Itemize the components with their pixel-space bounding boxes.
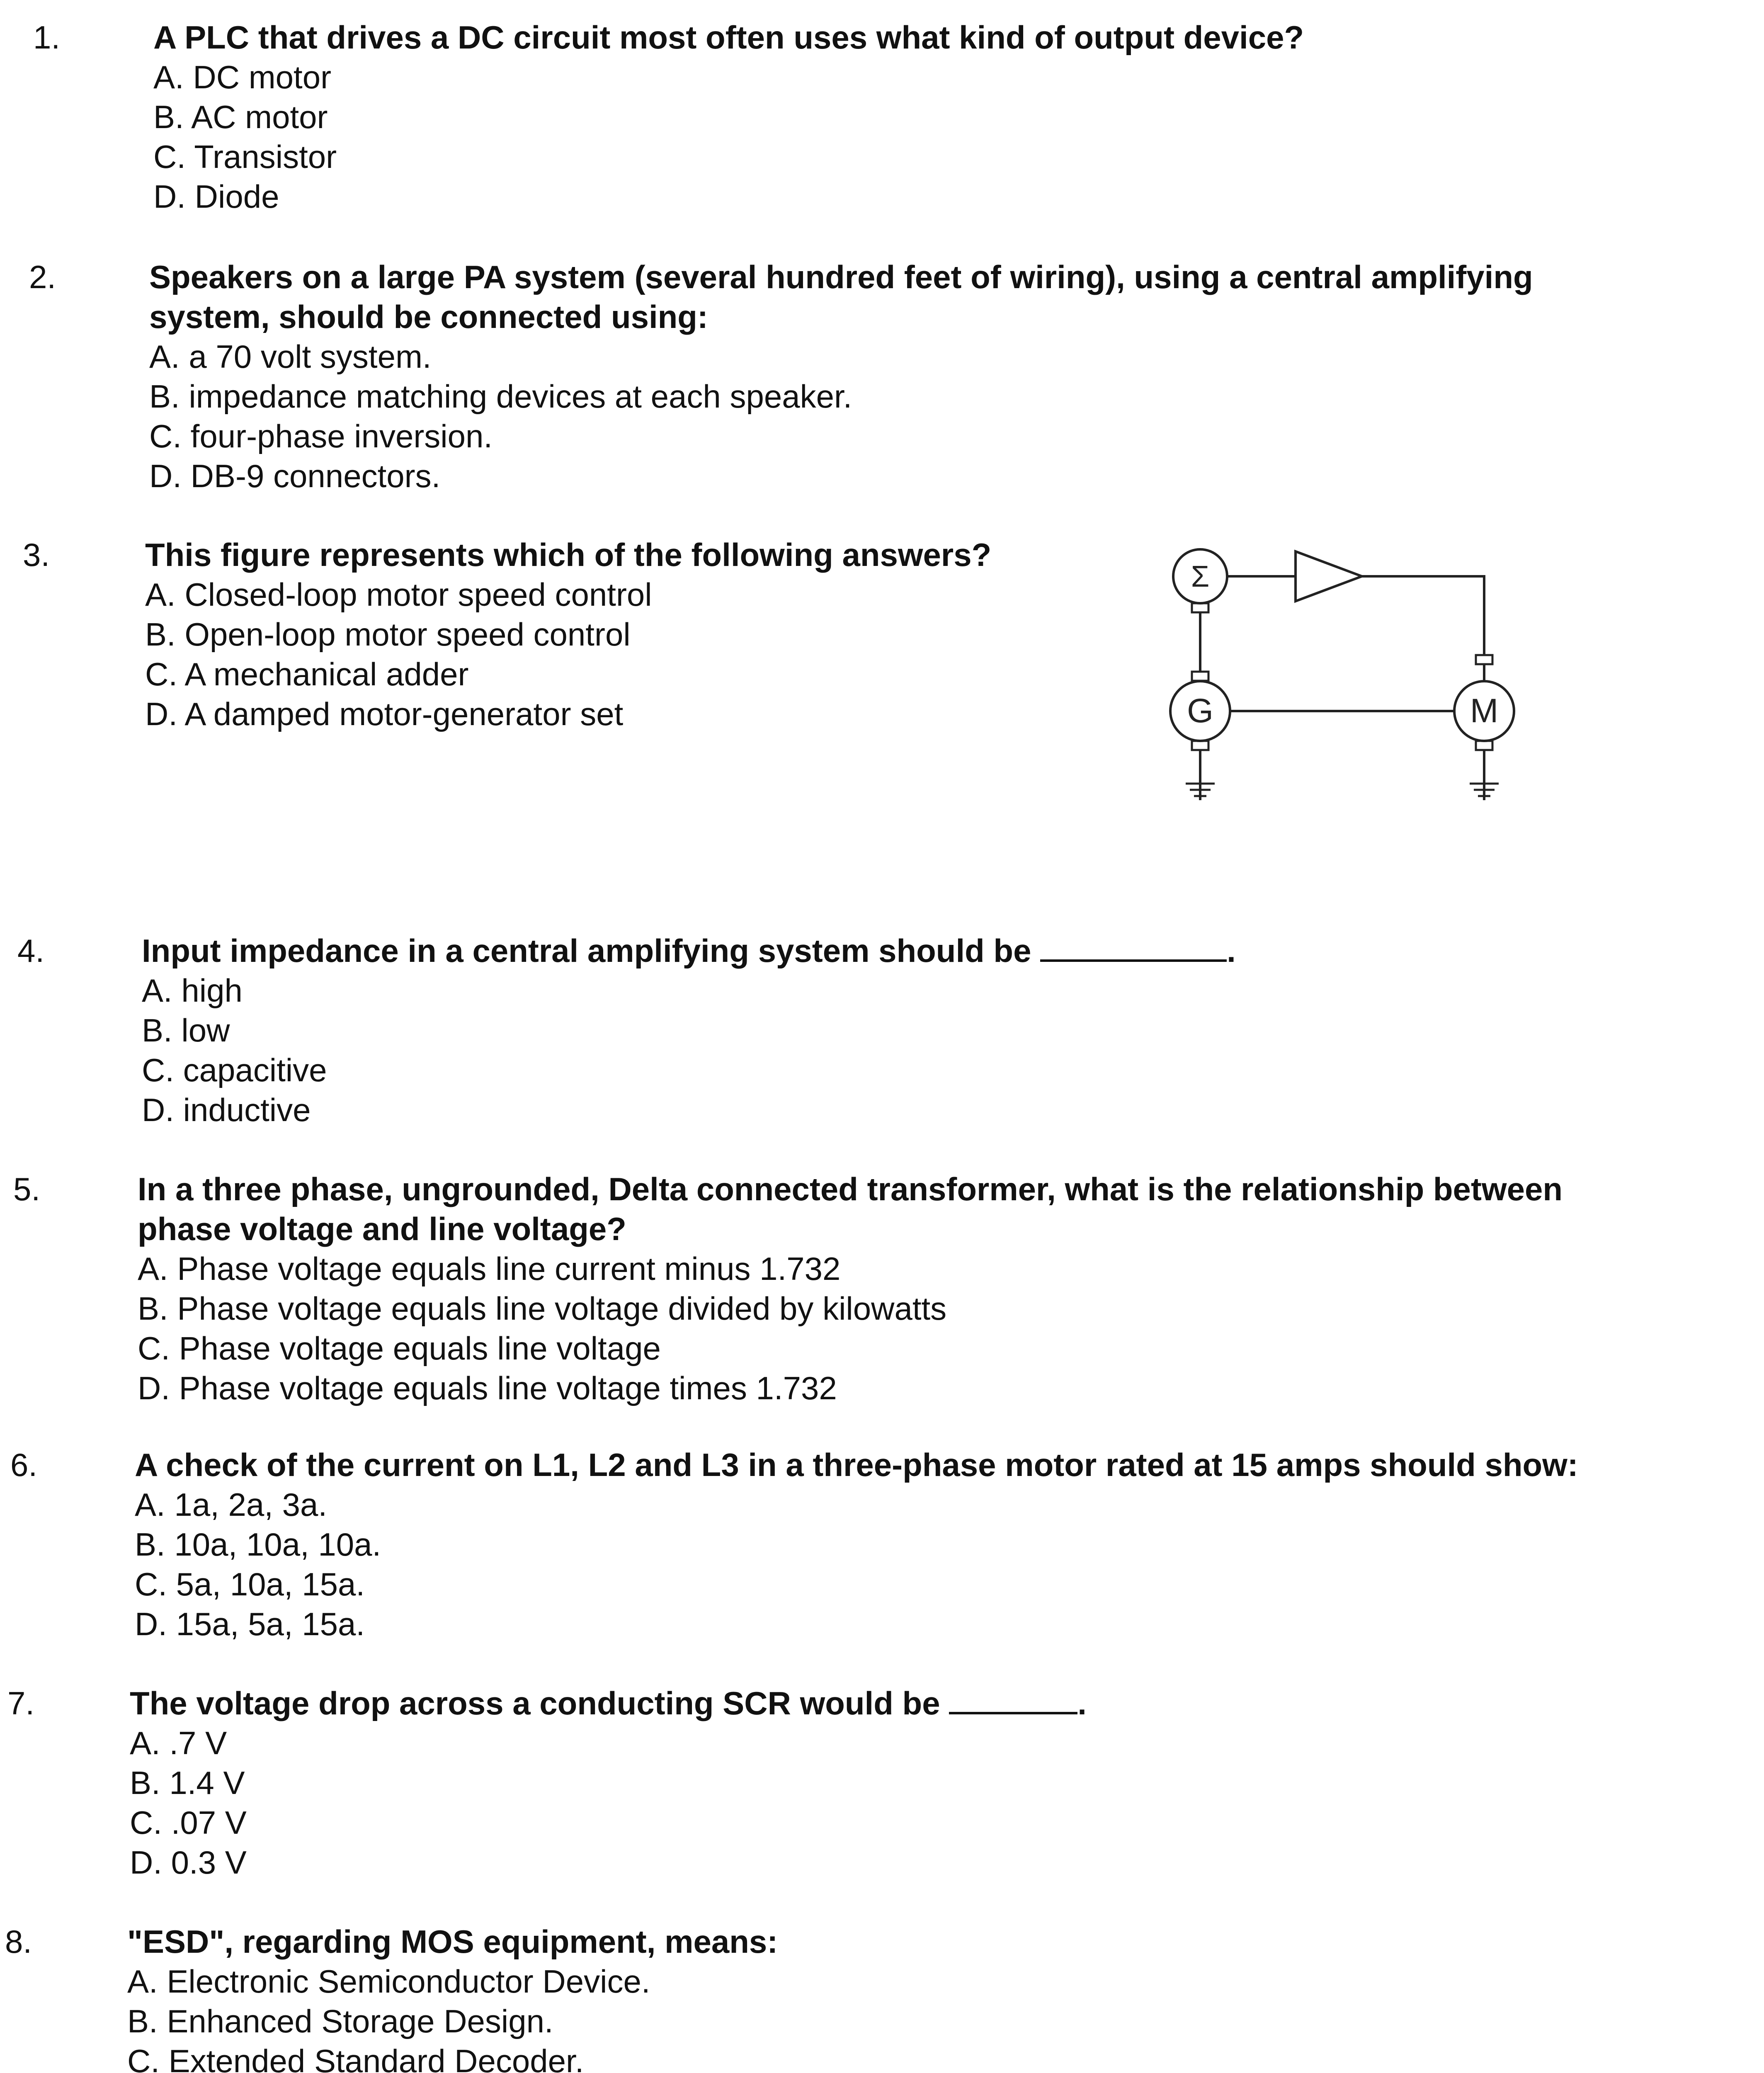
question-7 (7, 1683, 1624, 1882)
question-5 (13, 1169, 1713, 1410)
question-1 (33, 17, 1650, 216)
stem-period: . (1077, 1685, 1087, 1721)
answer-option-d: D. 15a, 5a, 15a. (135, 1606, 365, 1642)
question-number: 1. (33, 19, 61, 56)
generator-terminal-bottom (1192, 741, 1208, 750)
sum-symbol: Σ (1191, 560, 1210, 593)
question-number: 3. (23, 536, 50, 573)
answer-option-a: A. DC motor (153, 59, 332, 95)
question-stem-line-2: system, should be connected using: (149, 299, 708, 335)
question-stem: A check of the current on L1, L2 and L3 in a three-phase motor rated at 15 amps should show: (135, 1447, 1578, 1483)
answer-option-d: D. 0.3 V (130, 1844, 247, 1881)
answer-option-a: A. Phase voltage equals line current minus 1.732 (138, 1250, 841, 1287)
motor-label: M (1470, 692, 1499, 730)
answer-option-d: D. Phase voltage equals line voltage times 1.732 (138, 1370, 837, 1406)
answer-option-c: C. A mechanical adder (145, 656, 469, 692)
question-number: 6. (10, 1447, 38, 1483)
question-6 (10, 1445, 1731, 1644)
answer-option-b: B. Open-loop motor speed control (145, 616, 631, 653)
question-stem: This figure represents which of the following answers? (145, 536, 992, 573)
generator-terminal-top (1192, 672, 1208, 681)
answer-option-c: C. four-phase inversion. (149, 418, 493, 454)
question-stem-text: The voltage drop across a conducting SCR would be (130, 1685, 940, 1721)
answer-option-a: A. a 70 volt system. (149, 338, 432, 375)
stem-period: . (1227, 932, 1236, 969)
motor-terminal-bottom (1476, 741, 1492, 750)
answer-option-b: B. 1.4 V (130, 1765, 245, 1801)
answer-option-c: C. .07 V (130, 1804, 247, 1841)
question-number: 2. (29, 259, 56, 295)
motor-speed-control-diagram (1153, 535, 1534, 875)
answer-option-a: A. Closed-loop motor speed control (145, 576, 652, 613)
answer-option-b: B. AC motor (153, 99, 328, 135)
answer-option-c: C. 5a, 10a, 15a. (135, 1566, 365, 1602)
question-stem (142, 931, 1236, 971)
question-stem: "ESD", regarding MOS equipment, means: (127, 1923, 778, 1960)
amplifier-symbol (1296, 551, 1362, 601)
question-stem-line-1: Speakers on a large PA system (several hundred feet of wiring), using a central amplifying (149, 259, 1533, 295)
question-stem (130, 1683, 1087, 1723)
question-number: 5. (13, 1171, 41, 1207)
motor-terminal-top (1476, 655, 1492, 664)
question-number: 8. (5, 1923, 32, 1960)
answer-option-c: C. Phase voltage equals line voltage (138, 1330, 661, 1367)
answer-option-b: B. Enhanced Storage Design. (127, 2003, 553, 2039)
answer-option-c: C. Extended Standard Decoder. (127, 2043, 584, 2073)
question-stem-line-2: phase voltage and line voltage? (138, 1211, 626, 1247)
answer-option-a: A. Electronic Semiconductor Device. (127, 1963, 650, 2000)
amplifier-to-motor-wire (1362, 576, 1484, 655)
question-8 (5, 1922, 1622, 2073)
generator-label: G (1187, 692, 1213, 730)
question-4 (17, 931, 1634, 1130)
sum-terminal (1192, 603, 1208, 612)
answer-option-b: B. low (142, 1012, 230, 1049)
question-number: 4. (17, 932, 45, 969)
answer-option-c: C. capacitive (142, 1052, 327, 1088)
question-stem-line-1: In a three phase, ungrounded, Delta connected transformer, what is the relationship between (138, 1171, 1563, 1207)
answer-option-c: C. Transistor (153, 138, 337, 175)
answer-option-d: D. Diode (153, 178, 279, 215)
answer-option-d: D. inductive (142, 1092, 311, 1128)
question-stem: A PLC that drives a DC circuit most often uses what kind of output device? (153, 19, 1304, 56)
answer-option-a: A. 1a, 2a, 3a. (135, 1486, 328, 1523)
question-3 (23, 535, 1142, 734)
answer-option-b: B. 10a, 10a, 10a. (135, 1526, 381, 1563)
answer-option-b: B. impedance matching devices at each speaker. (149, 378, 852, 415)
question-number: 7. (7, 1685, 35, 1721)
answer-option-d: D. DB-9 connectors. (149, 458, 441, 494)
answer-option-a: A. high (142, 972, 243, 1009)
answer-option-d: D. A damped motor-generator set (145, 696, 624, 732)
question-stem-text: Input impedance in a central amplifying system should be (142, 932, 1031, 969)
answer-blank (949, 1687, 1077, 1714)
answer-option-a: A. .7 V (130, 1725, 227, 1761)
question-2 (29, 257, 1687, 498)
answer-option-b: B. Phase voltage equals line voltage divided by kilowatts (138, 1290, 947, 1327)
answer-blank (1040, 935, 1227, 962)
